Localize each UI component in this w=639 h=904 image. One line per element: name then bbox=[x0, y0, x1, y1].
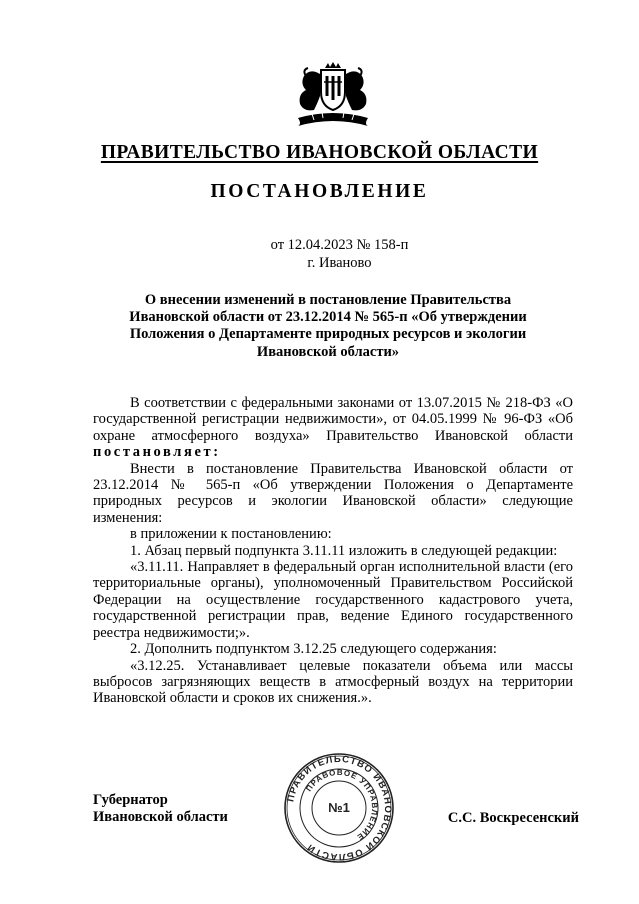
document-city: г. Иваново bbox=[307, 255, 372, 271]
preamble-text: В соответствии с федеральными законами от 13.07.2015 № 218-ФЗ «О государственной регистрации недвижимости», от 04.05.1999 № 96-ФЗ «Об охране атмосферного воздуха» Правительство Ивановской области bbox=[93, 395, 573, 444]
official-stamp bbox=[283, 752, 395, 864]
signatory-name: С.С. Воскресенский bbox=[447, 810, 579, 826]
subject-line: Положения о Департаменте природных ресурсов и экологии bbox=[129, 326, 527, 343]
body-paragraph: в приложении к постановлению: bbox=[130, 526, 332, 543]
subject-line: Ивановской области от 23.12.2014 № 565-п «Об утверждении bbox=[129, 309, 527, 326]
body-paragraph: Внести в постановление Правительства Ивановской области от 23.12.2014 № 565-п «Об утверждении Положения о Департаменте природных ресурсов и экологии Ивановской области» следующие изменения: bbox=[93, 460, 573, 526]
document-date: от 12.04.2023 № 158-п bbox=[270, 237, 409, 253]
body-paragraph bbox=[93, 395, 573, 461]
resolves-word: постановляет: bbox=[93, 444, 221, 461]
document-type: ПОСТАНОВЛЕНИЕ bbox=[210, 181, 429, 202]
body-paragraph: 2. Дополнить подпунктом 3.12.25 следующего содержания: bbox=[130, 641, 497, 658]
body-paragraph: 1. Абзац первый подпункта 3.11.11 изложить в следующей редакции: bbox=[130, 542, 558, 559]
signatory-position bbox=[93, 792, 228, 826]
stamp-outer-text: ПРАВИТЕЛЬСТВО ИВАНОВСКОЙ ОБЛАСТИ bbox=[285, 753, 394, 863]
subject-line: Ивановской области» bbox=[256, 343, 400, 360]
coat-of-arms-icon bbox=[292, 62, 374, 128]
stamp-inner-text: ПРАВОВОЕ УПРАВЛЕНИЕ bbox=[304, 767, 380, 843]
body-paragraph: «3.12.25. Устанавливает целевые показатели объема или массы выбросов загрязняющих веществ в атмосферный воздух на территории Ивановской области и сроков их снижения.». bbox=[93, 657, 573, 707]
document-subject bbox=[118, 292, 538, 361]
subject-line: О внесении изменений в постановление Правительства bbox=[144, 292, 512, 308]
position-line: Губернатор bbox=[93, 792, 168, 808]
position-line: Ивановской области bbox=[93, 809, 228, 825]
stamp-number: №1 bbox=[328, 800, 350, 815]
body-paragraph: «3.11.11. Направляет в федеральный орган исполнительной власти (его территориальные органы), уполномоченный Правительством Российской Федерации на осуществление государственного кадастрового учета, государственной регистрации прав, ведение Единого государственного реестра недвижимости;». bbox=[93, 559, 573, 641]
document-body bbox=[93, 395, 573, 707]
organization-title: ПРАВИТЕЛЬСТВО ИВАНОВСКОЙ ОБЛАСТИ bbox=[100, 142, 539, 163]
